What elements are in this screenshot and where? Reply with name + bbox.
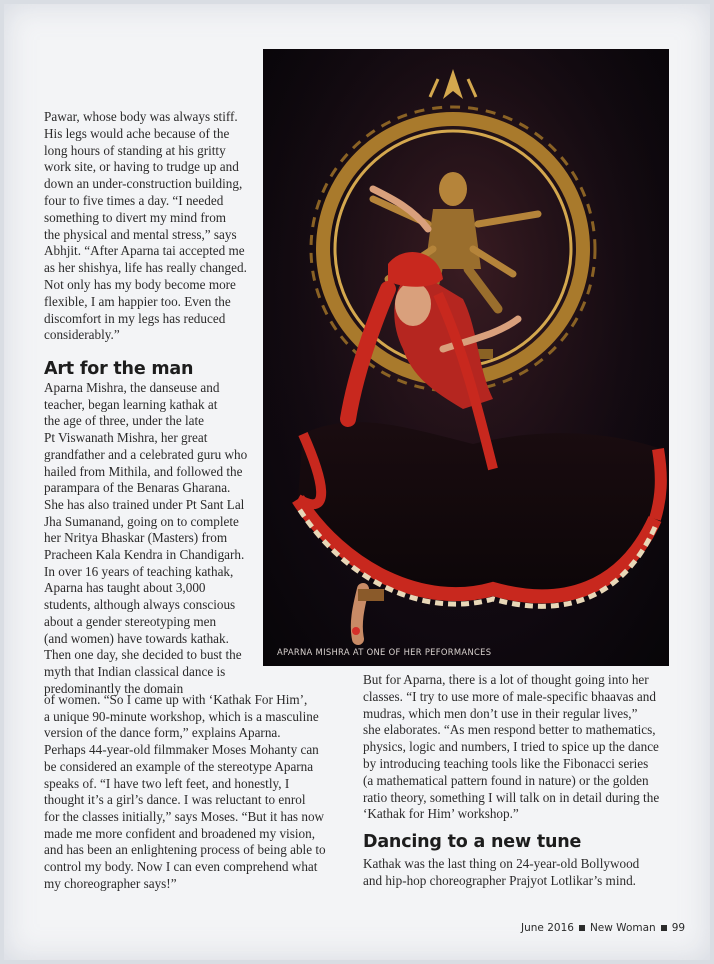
section1-line: predominantly the domain (44, 680, 184, 696)
section1-line: Aparna Mishra, the danseuse and (44, 380, 220, 395)
section1-line: She has also trained under Pt Sant Lal (44, 496, 245, 512)
section2-line: Kathak was the last thing on 24-year-old Bollywood (363, 856, 640, 871)
right-line: she elaborates. “As men respond better to mathematics, (363, 722, 656, 738)
intro-line: the physical and mental stress,” says (44, 226, 237, 242)
intro-line: four to five times a day. “I needed (44, 193, 224, 208)
intro-line: long hours of standing at his gritty (44, 142, 226, 158)
wide-line: thought it’s a girl’s dance. I was reluctant to enrol (44, 792, 306, 808)
right-line: (a mathematical pattern found in nature) or the golden (363, 772, 649, 788)
section1-line: students, although always conscious (44, 597, 236, 613)
section1-line: teacher, began learning kathak at (44, 396, 218, 412)
section1-line: Then one day, she decided to bust the (44, 647, 242, 663)
wide-line: control my body. Now I can even comprehend what (44, 859, 318, 874)
section1-line: Pt Viswanath Mishra, her great (44, 430, 208, 446)
intro-line: Not only has my body become more (44, 277, 236, 292)
section-heading-dancing-to-a-new-tune: Dancing to a new tune (363, 832, 582, 852)
dancer-illustration (263, 49, 669, 666)
intro-line: flexible, I am happier too. Even the (44, 293, 231, 309)
wide-line: speaks of. “I have two left feet, and honestly, I (44, 775, 290, 791)
section1-line: Pracheen Kala Kendra in Chandigarh. (44, 547, 245, 562)
wide-line: and has been an enlightening process of being able to (44, 842, 326, 858)
section1-line: about a gender stereotyping men (44, 613, 217, 629)
photo-caption: APARNA MISHRA AT ONE OF HER PEFORMANCES (277, 647, 492, 657)
section1-line: grandfather and a celebrated guru who (44, 446, 248, 462)
separator-square-icon (661, 925, 667, 931)
issue-date: June 2016 (521, 922, 574, 934)
page-footer (521, 922, 685, 934)
intro-line: His legs would ache because of the (44, 125, 230, 141)
intro-line: considerably.” (44, 327, 120, 343)
section1-line: Jha Sumanand, going on to complete (44, 513, 239, 529)
intro-line: down an under-construction building, (44, 176, 243, 192)
intro-line: as her shishya, life has really changed. (44, 260, 247, 276)
section1-line: In over 16 years of teaching kathak, (44, 563, 234, 579)
wide-line: made me more confident and broadened my vision, (44, 825, 315, 841)
section1-line: the age of three, under the late (44, 413, 205, 429)
right-line: by introducing teaching tools like the Fibonacci series (363, 756, 649, 771)
wide-line: for the classes initially,” says Moses. “But it has now (44, 808, 325, 824)
section2-line: and hip-hop choreographer Prajyot Lotlikar’s mind. (363, 872, 636, 888)
section1-line: parampara of the Benaras Gharana. (44, 480, 231, 496)
section-heading-art-for-the-man: Art for the man (44, 359, 194, 379)
wide-line: a unique 90-minute workshop, which is a masculine (44, 708, 319, 724)
page-number: 99 (671, 922, 686, 934)
wide-line: be considered an example of the stereotype Aparna (44, 758, 314, 774)
right-line: physics, logic and numbers, I tried to spice up the dance (363, 739, 659, 755)
right-line: ‘Kathak for Him’ workshop.” (363, 806, 519, 822)
section1-line: hailed from Mithila, and followed the (44, 463, 243, 479)
wide-line: my choreographer says!” (44, 875, 177, 891)
intro-line: Pawar, whose body was always stiff. (44, 109, 238, 124)
dancer-photo (263, 49, 669, 666)
section1-line: (and women) have towards kathak. (44, 630, 229, 646)
wide-line: version of the dance form,” explains Aparna. (44, 725, 281, 741)
wide-line: Perhaps 44-year-old filmmaker Moses Mohanty can (44, 742, 319, 758)
magazine-name: New Woman (589, 922, 656, 934)
intro-line: work site, or having to trudge up and (44, 159, 239, 175)
section1-line: her Nritya Bhaskar (Masters) from (44, 530, 228, 546)
right-line: classes. “I try to use more of male-specific bhaavas and (363, 688, 656, 704)
magazine-page (4, 4, 710, 960)
section1-line: Aparna has taught about 3,000 (44, 580, 206, 596)
right-line: But for Aparna, there is a lot of thought going into her (363, 672, 649, 687)
section1-line: myth that Indian classical dance is (44, 663, 226, 679)
right-line: ratio theory, something I will talk on in detail during the (363, 789, 660, 805)
intro-line: discomfort in my legs has reduced (44, 310, 226, 326)
right-line: mudras, which men don’t use in their regular lives,” (363, 705, 638, 721)
separator-square-icon (579, 925, 585, 931)
intro-line: something to divert my mind from (44, 209, 227, 225)
intro-line: Abhjit. “After Aparna tai accepted me (44, 243, 245, 259)
wide-line: of women. “So I came up with ‘Kathak For Him’, (44, 692, 308, 707)
